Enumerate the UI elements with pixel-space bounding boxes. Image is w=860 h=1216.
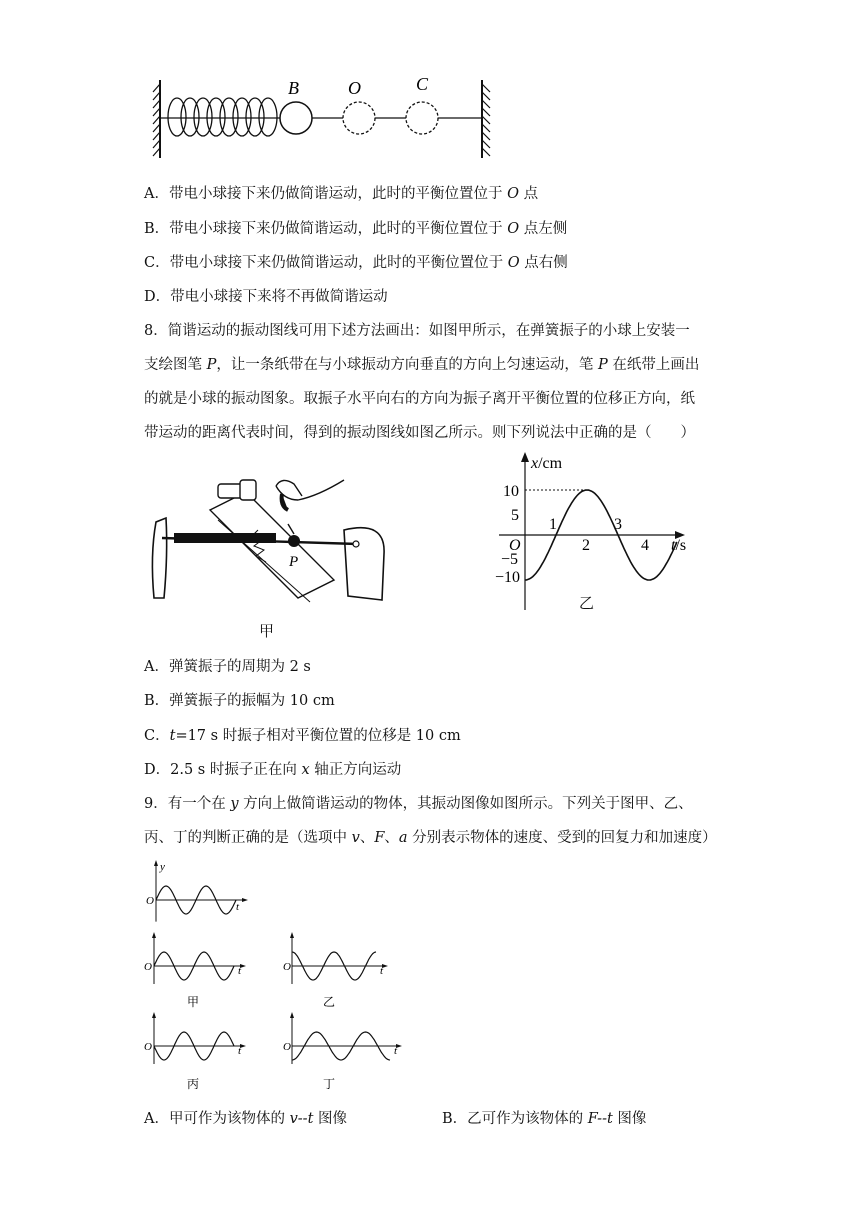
jia-o-label: O — [144, 961, 152, 973]
q9-caption-bing: 丙 — [187, 1077, 200, 1091]
ytick-5: 5 — [511, 507, 519, 524]
q8-line-2: 支绘图笔 P，让一条纸带在与小球振动方向垂直的方向上匀速运动，笔 P 在纸带上画出 — [144, 357, 700, 373]
label-b: B — [288, 78, 299, 98]
q8-line-1: 8．简谐运动的振动图线可用下述方法画出：如图甲所示，在弹簧振子的小球上安装一 — [144, 323, 690, 339]
q9-curves-group — [154, 886, 390, 1060]
main-y-label: y — [160, 861, 165, 873]
bing-t-label: t — [238, 1045, 242, 1057]
label-c: C — [416, 76, 429, 94]
ding-y-arrow — [290, 1012, 294, 1018]
q9-line-1: 9．有一个在 y 方向上做简谐运动的物体，其振动图像如图所示。下列关于图甲、乙、 — [144, 796, 693, 812]
main-o-label: O — [146, 895, 154, 907]
ding-o-label: O — [283, 1041, 291, 1053]
yi-o-label: O — [283, 961, 291, 973]
q7-option-d: D．带电小球接下来将不再做简谐运动 — [144, 289, 388, 305]
q8-option-a: A．弹簧振子的周期为 2 s — [144, 659, 311, 675]
xtick-2: 2 — [582, 537, 590, 554]
yi-t-label: t — [380, 965, 384, 977]
xtick-1: 1 — [549, 516, 557, 533]
bing-o-label: O — [144, 1041, 152, 1053]
xt-graph-yi — [495, 450, 715, 616]
jia-t-label: t — [238, 965, 242, 977]
q8-line-4: 带运动的距离代表时间，得到的振动图线如图乙所示。则下列说法中正确的是（ ） — [144, 425, 695, 441]
caption-yi: 乙 — [579, 594, 595, 612]
main-t-label: t — [236, 901, 240, 913]
y-arrow — [521, 452, 529, 462]
origin-label: O — [509, 537, 521, 554]
left-wall-hatch — [153, 84, 160, 156]
right-support — [344, 528, 384, 600]
q8-line-3: 的就是小球的振动图象。取振子水平向右的方向为振子离开平衡位置的位移正方向，纸 — [144, 391, 695, 407]
q8-option-b: B．弹簧振子的振幅为 10 cm — [144, 693, 335, 709]
label-p: P — [289, 554, 299, 570]
hand — [276, 480, 344, 500]
q7-option-a: A．带电小球接下来仍做简谐运动，此时的平衡位置位于 O 点 — [144, 186, 539, 202]
q9-axes-group — [152, 860, 402, 1064]
main-x-arrow — [242, 898, 248, 902]
ball — [288, 535, 300, 547]
xtick-3: 3 — [614, 516, 622, 533]
q8-option-d: D．2.5 s 时振子正在向 x 轴正方向运动 — [144, 762, 402, 778]
x-axis-label: t/s — [671, 537, 687, 554]
left-support — [152, 518, 166, 598]
spring-oscillator-figure — [150, 76, 500, 160]
ytick-neg5: −5 — [501, 551, 519, 568]
caption-jia: 甲 — [259, 622, 275, 640]
xtick-4: 4 — [641, 537, 649, 554]
q9-option-b: B．乙可作为该物体的 F--t 图像 — [442, 1111, 647, 1127]
q9-line-2: 丙、丁的判断正确的是（选项中 v、F、a 分别表示物体的速度、受到的回复力和加速度） — [144, 830, 717, 846]
q9-option-a: A．甲可作为该物体的 v--t 图像 — [144, 1111, 348, 1127]
q7-option-c: C．带电小球接下来仍做简谐运动，此时的平衡位置位于 O 点右侧 — [144, 255, 568, 271]
yi-y-arrow — [290, 932, 294, 938]
ball-b — [280, 102, 312, 134]
spring-coils — [160, 98, 280, 136]
ding-t-label: t — [394, 1045, 398, 1057]
q9-labels-group — [144, 861, 398, 1057]
position-o — [343, 102, 375, 134]
y-axis-label: x/cm — [531, 455, 563, 472]
q7-option-b: B．带电小球接下来仍做简谐运动，此时的平衡位置位于 O 点左侧 — [144, 221, 568, 237]
q9-caption-ding: 丁 — [323, 1077, 336, 1091]
main-y-arrow — [154, 860, 158, 866]
label-o: O — [348, 78, 361, 98]
q9-caption-yi: 乙 — [323, 995, 336, 1009]
ytick-neg10: −10 — [495, 569, 521, 586]
q9-graphs — [140, 858, 410, 1098]
ytick-10: 10 — [503, 483, 519, 500]
position-c — [406, 102, 438, 134]
q8-option-c: C．t=17 s 时振子相对平衡位置的位移是 10 cm — [144, 728, 461, 744]
right-wall-hatch — [482, 84, 490, 156]
q9-caption-jia: 甲 — [187, 995, 200, 1009]
jia-y-arrow — [152, 932, 156, 938]
spring-bar — [174, 533, 276, 543]
paper-strip — [210, 492, 334, 598]
apparatus-figure-jia — [148, 470, 398, 610]
bing-y-arrow — [152, 1012, 156, 1018]
